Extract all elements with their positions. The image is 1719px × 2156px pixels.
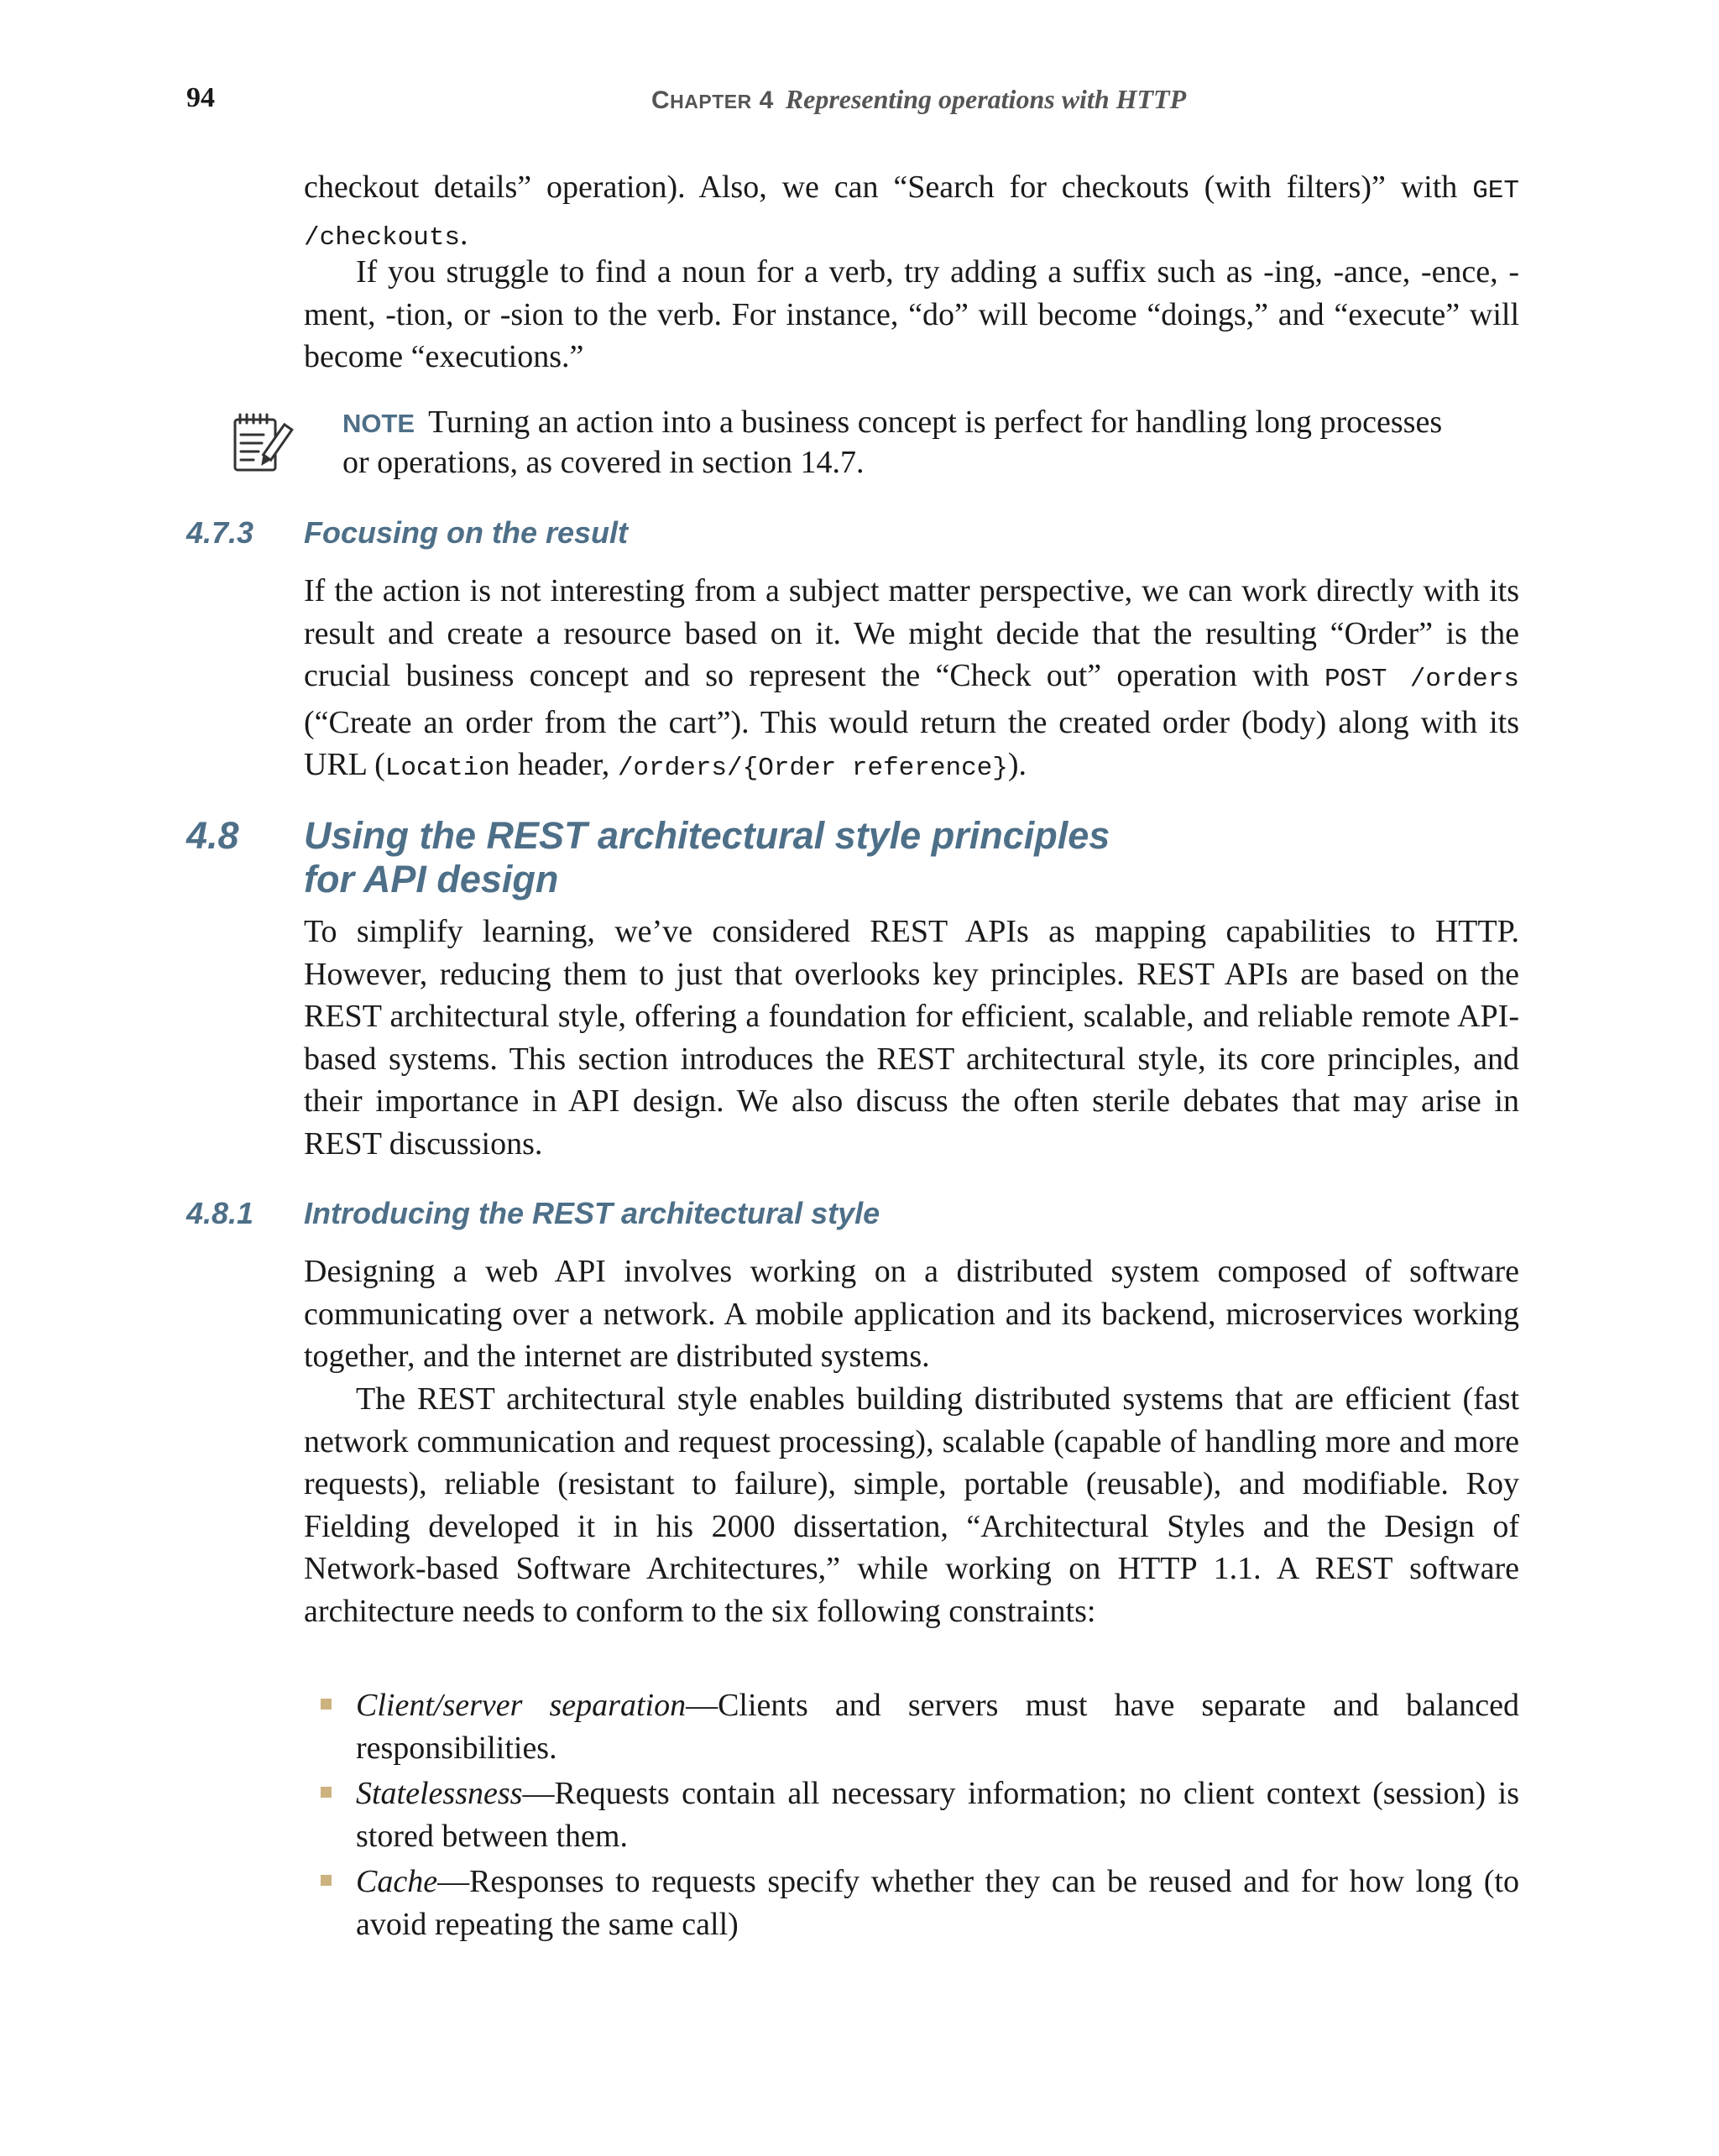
chapter-title: Representing operations with HTTP (785, 84, 1187, 114)
paragraph-continuation: checkout details” operation). Also, we can “Search for checkouts (with filters)” with GET /checkouts. (304, 170, 1519, 253)
section-4-7-3-title: Focusing on the result (304, 515, 629, 550)
running-head (651, 84, 1186, 115)
list-item: Client/server separation—Clients and servers must have separate and balanced responsibilities. (356, 1684, 1519, 1769)
section-4-8-1-title: Introducing the REST architectural style (304, 1196, 880, 1230)
paragraph-distributed-systems: Designing a web API involves working on a distributed system composed of software communicating over a network. A mobile application and its backend, microservices working together, and the internet are distributed systems. (304, 1254, 1519, 1374)
list-item: Statelessness—Requests contain all necessary information; no client context (session) is stored between them. (356, 1772, 1519, 1857)
paragraph-rest-constraints: The REST architectural style enables building distributed systems that are efficient (fast network communication and request processing), scalable (capable of handling more and more requests), reliable (resistant to failure), simple, portable (reusable), and modifiable. Roy Fielding developed it in his 2000 dissertation, “Architectural Styles and the Design of Network-based Software Architectures,” while working on HTTP 1.1. A REST software architecture needs to conform to the six following constraints: (304, 1381, 1519, 1629)
note-text: Turning an action into a business concept is perfect for handling long processes or operations, as covered in section 14.7. (342, 405, 1443, 480)
bullet-square-icon (321, 1787, 332, 1798)
note-pad-pencil-icon (228, 411, 294, 477)
bullet-square-icon (321, 1875, 332, 1886)
paragraph-focusing-result: If the action is not interesting from a subject matter perspective, we can work directly with its result and create a resource based on it. We might decide that the resulting “Order” is the crucial business concept and so represent the “Check out” operation with POST /orders (“Create an order from the cart”). This would return the created order (body) along with its URL (Location header, /orders/{Order reference}). (304, 573, 1519, 783)
section-4-8-number: 4.8 (186, 814, 239, 857)
section-4-8-title: Using the REST architectural style principles for API design (304, 814, 1110, 901)
list-item: Cache—Responses to requests specify whether they can be reused and for how long (to avoid repeating the same call) (356, 1861, 1519, 1945)
note-label: NOTE (342, 409, 415, 438)
bullet-square-icon (321, 1699, 332, 1710)
paragraph-rest-intro: To simplify learning, we’ve considered REST APIs as mapping capabilities to HTTP. However, reducing them to just that overlooks key principles. REST APIs are based on the REST architectural style, offering a foundation for efficient, scalable, and reliable remote API-based systems. This section introduces the REST architectural style, its core principles, and their importance in API design. We also discuss the often sterile debates that may arise in REST discussions. (304, 914, 1519, 1162)
note-block (342, 403, 1459, 483)
section-4-7-3-number: 4.7.3 (186, 515, 254, 550)
section-4-8-1-number: 4.8.1 (186, 1196, 254, 1230)
page-number: 94 (186, 82, 215, 113)
paragraph-suffix-tip: If you struggle to find a noun for a verb, try adding a suffix such as -ing, -ance, -ence, -ment, -tion, or -sion to the verb. For instance, “do” will become “doings,” and “execute” will become “executions.” (304, 254, 1519, 374)
chapter-label: CHAPTER 4 (651, 86, 774, 114)
